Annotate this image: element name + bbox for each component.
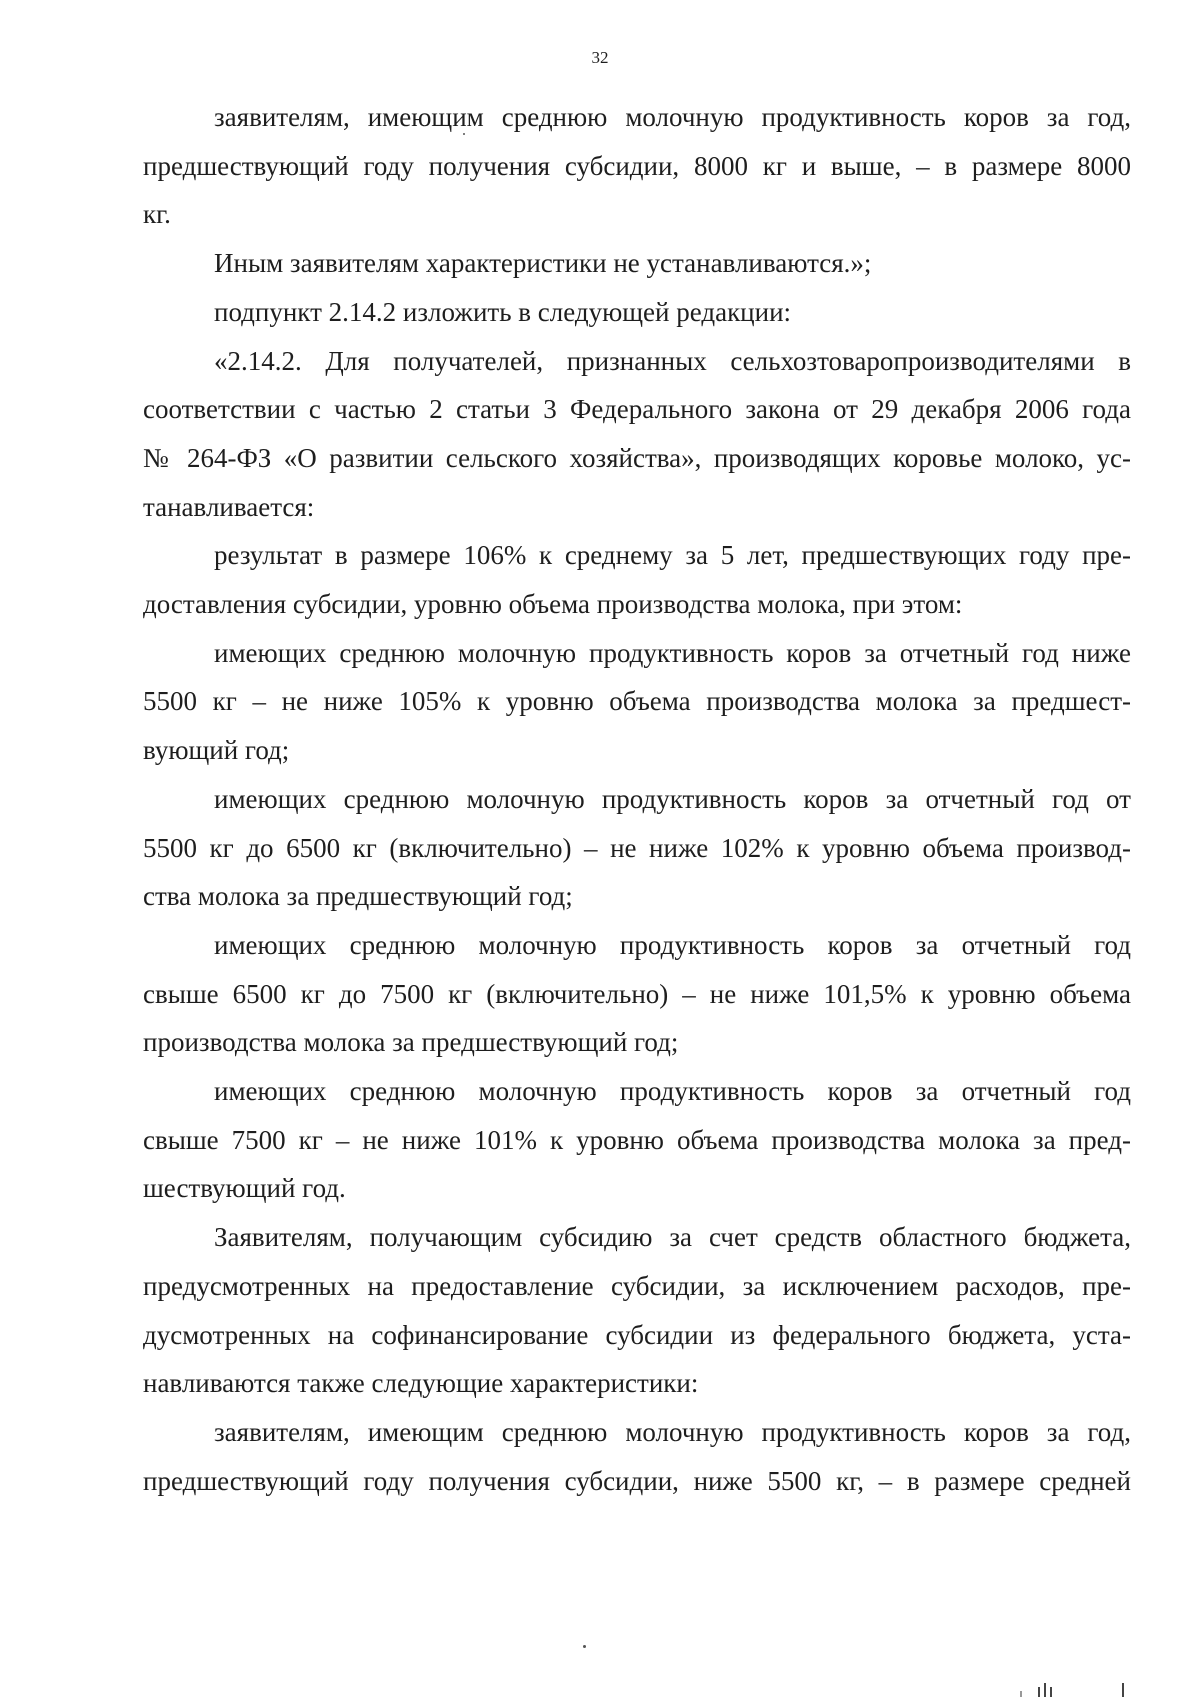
paragraph — [143, 629, 1131, 775]
text-line: предшествующий году получения субсидии, ниже 5500 кг, – в размере средней — [143, 1465, 1131, 1496]
text-line: имеющих среднюю молочную продуктивность коров за отчетный год — [214, 929, 1131, 960]
text-line: Иным заявителям характеристики не устанавливаются.»; — [214, 248, 872, 279]
text-line: 5500 кг до 6500 кг (включительно) – не ниже 102% к уровню объема производ- — [143, 832, 1131, 863]
text-line: свыше 7500 кг – не ниже 101% к уровню объема производства молока за пред- — [143, 1124, 1131, 1155]
text-line: вующий год; — [143, 735, 290, 766]
paragraph — [143, 337, 1131, 532]
text-line: кг. — [143, 199, 171, 230]
text-line: заявителям, имеющим среднюю молочную продуктивность коров за год, — [214, 102, 1131, 132]
text-line: Заявителям, получающим субсидию за счет средств областного бюджета, — [214, 1222, 1131, 1253]
paragraph — [143, 775, 1131, 921]
text-line: 5500 кг – не ниже 105% к уровню объема производства молока за предшест- — [143, 686, 1131, 717]
text-line: «2.14.2. Для получателей, признанных сельхозтоваропроизводителями в — [214, 345, 1131, 376]
scan-speck — [583, 1645, 586, 1648]
text-line: имеющих среднюю молочную продуктивность коров за отчетный год от — [214, 783, 1131, 814]
text-line: имеющих среднюю молочную продуктивность коров за отчетный год — [214, 1076, 1131, 1107]
paragraph — [143, 288, 1131, 337]
text-line: подпункт 2.14.2 изложить в следующей редакции: — [214, 296, 792, 327]
text-line: шествующий год. — [143, 1173, 346, 1204]
text-line: предшествующий году получения субсидии, 8000 кг и выше, – в размере 8000 — [143, 150, 1131, 181]
scan-edge-marks — [1010, 1677, 1130, 1697]
paragraph — [143, 1213, 1131, 1408]
text-line: ства молока за предшествующий год; — [143, 881, 573, 912]
text-line: имеющих среднюю молочную продуктивность коров за отчетный год ниже — [214, 637, 1131, 668]
text-line: свыше 6500 кг до 7500 кг (включительно) – не ниже 101,5% к уровню объема — [143, 978, 1131, 1009]
document-body — [143, 93, 1131, 1505]
text-line: № 264-ФЗ «О развитии сельского хозяйства», производящих коровье молоко, ус- — [143, 442, 1131, 473]
paragraph — [143, 531, 1131, 628]
paragraph — [143, 921, 1131, 1067]
text-line: доставления субсидии, уровню объема производства молока, при этом: — [143, 589, 963, 620]
text-line: танавливается: — [143, 491, 315, 522]
scan-speck — [463, 133, 465, 135]
text-line: производства молока за предшествующий год; — [143, 1027, 679, 1058]
text-line: заявителям, имеющим среднюю молочную продуктивность коров за год, — [214, 1416, 1131, 1447]
text-line: предусмотренных на предоставление субсидии, за исключением расходов, пре- — [143, 1270, 1131, 1301]
paragraph — [143, 1067, 1131, 1213]
text-line: соответствии с частью 2 статьи 3 Федерального закона от 29 декабря 2006 года — [143, 394, 1131, 425]
paragraph — [143, 1408, 1131, 1505]
paragraph — [143, 239, 1131, 288]
text-line: дусмотренных на софинансирование субсидии из федерального бюджета, уста- — [143, 1319, 1131, 1350]
page-number: 32 — [591, 48, 609, 67]
text-line: результат в размере 106% к среднему за 5 лет, предшествующих году пре- — [214, 540, 1131, 571]
paragraph — [143, 93, 1131, 239]
text-line: навливаются также следующие характеристики: — [143, 1368, 699, 1399]
